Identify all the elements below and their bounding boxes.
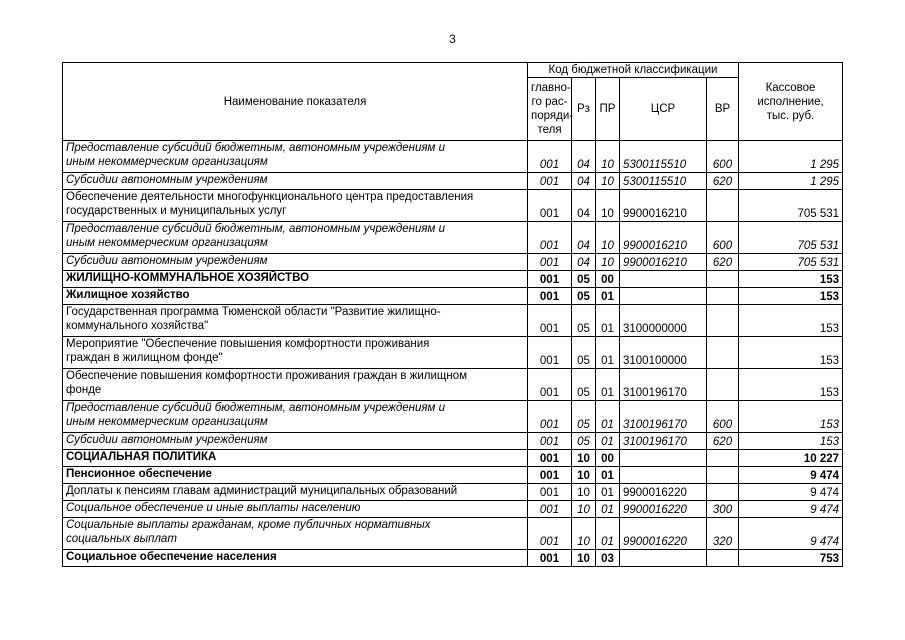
row-pr-code: 10 [596, 190, 620, 222]
table-row [63, 288, 843, 305]
table-row [63, 337, 843, 369]
row-amount: 705 531 [739, 254, 843, 271]
row-pr-code: 01 [596, 305, 620, 337]
row-rz-code: 10 [572, 501, 596, 518]
row-vr-code: 600 [707, 222, 739, 254]
header-amount-line: тыс. руб. [766, 109, 815, 122]
row-rz-code: 04 [572, 173, 596, 190]
table-row [63, 401, 843, 433]
row-vr-code [707, 337, 739, 369]
row-pr-code: 01 [596, 337, 620, 369]
header-name: Наименование показателя [63, 63, 528, 141]
row-csr-code: 5300115510 [620, 173, 707, 190]
table-row [63, 222, 843, 254]
row-csr-code: 9900016210 [620, 222, 707, 254]
row-gl-code: 001 [528, 305, 572, 337]
row-name [63, 288, 528, 305]
row-vr-code: 320 [707, 518, 739, 550]
table-body [63, 141, 843, 567]
header-amount-line: исполнение, [757, 95, 824, 108]
row-rz-code: 05 [572, 337, 596, 369]
row-csr-code: 3100196170 [620, 369, 707, 401]
row-amount: 753 [739, 550, 843, 567]
row-name [63, 337, 528, 369]
row-csr-code: 9900016210 [620, 190, 707, 222]
row-name [63, 518, 528, 550]
row-amount: 9 474 [739, 484, 843, 501]
row-name-line: Предоставление субсидий бюджетным, автономным учреждениям и [66, 402, 446, 414]
table-row [63, 190, 843, 222]
row-vr-code [707, 369, 739, 401]
row-csr-code: 3100196170 [620, 401, 707, 433]
row-name-line: Субсидии автономным учреждениям [66, 255, 268, 267]
row-gl-code: 001 [528, 222, 572, 254]
row-rz-code: 04 [572, 141, 596, 173]
row-rz-code: 10 [572, 467, 596, 484]
row-name [63, 450, 528, 467]
row-amount: 153 [739, 337, 843, 369]
row-name-line: ЖИЛИЩНО-КОММУНАЛЬНОЕ ХОЗЯЙСТВО [66, 272, 310, 284]
header-amount-line: Кассовое [765, 81, 816, 94]
header-gl-line: го рас- [531, 96, 568, 108]
row-csr-code: 9900016220 [620, 518, 707, 550]
row-name-line: Социальное обеспечение и иные выплаты населению [66, 502, 361, 514]
row-csr-code [620, 550, 707, 567]
table-row [63, 518, 843, 550]
table-row [63, 450, 843, 467]
row-csr-code: 3100196170 [620, 433, 707, 450]
row-name-line: иным некоммерческим организациям [66, 416, 268, 428]
header-amount [739, 63, 843, 141]
row-name [63, 484, 528, 501]
row-gl-code: 001 [528, 518, 572, 550]
row-name-line: коммунального хозяйства" [66, 320, 209, 332]
row-pr-code: 01 [596, 433, 620, 450]
table-row [63, 173, 843, 190]
table-row [63, 433, 843, 450]
row-rz-code: 05 [572, 433, 596, 450]
row-amount: 153 [739, 433, 843, 450]
row-gl-code: 001 [528, 337, 572, 369]
row-csr-code: 5300115510 [620, 141, 707, 173]
row-amount: 153 [739, 271, 843, 288]
row-pr-code: 01 [596, 467, 620, 484]
table-row [63, 254, 843, 271]
header-gl-line: теля [537, 124, 562, 136]
row-rz-code: 05 [572, 271, 596, 288]
row-name-line: иным некоммерческим организациям [66, 237, 268, 249]
row-rz-code: 04 [572, 222, 596, 254]
row-gl-code: 001 [528, 484, 572, 501]
row-name-line: Социальные выплаты гражданам, кроме публичных нормативных [66, 519, 431, 531]
row-rz-code: 10 [572, 550, 596, 567]
row-vr-code: 620 [707, 173, 739, 190]
row-gl-code: 001 [528, 450, 572, 467]
row-rz-code: 04 [572, 190, 596, 222]
row-pr-code: 00 [596, 271, 620, 288]
row-name [63, 433, 528, 450]
row-name-line: иным некоммерческим организациям [66, 156, 268, 168]
header-gl [528, 78, 572, 141]
row-pr-code: 00 [596, 450, 620, 467]
row-vr-code [707, 288, 739, 305]
page-number: 3 [449, 32, 456, 46]
row-name [63, 369, 528, 401]
row-name-line: Доплаты к пенсиям главам администраций муниципальных образований [66, 485, 458, 497]
row-name [63, 222, 528, 254]
row-csr-code [620, 467, 707, 484]
row-gl-code: 001 [528, 288, 572, 305]
row-amount: 705 531 [739, 222, 843, 254]
row-name-line: Субсидии автономным учреждениям [66, 174, 268, 186]
row-name-line: граждан в жилищном фонде" [66, 352, 223, 364]
row-pr-code: 10 [596, 254, 620, 271]
row-pr-code: 01 [596, 518, 620, 550]
row-csr-code: 3100100000 [620, 337, 707, 369]
row-name-line: Предоставление субсидий бюджетным, автономным учреждениям и [66, 223, 446, 235]
row-rz-code: 05 [572, 288, 596, 305]
row-gl-code: 001 [528, 190, 572, 222]
row-pr-code: 01 [596, 369, 620, 401]
header-pr: ПР [596, 78, 620, 141]
row-vr-code: 300 [707, 501, 739, 518]
table-row [63, 484, 843, 501]
row-rz-code: 10 [572, 484, 596, 501]
row-gl-code: 001 [528, 369, 572, 401]
row-gl-code: 001 [528, 254, 572, 271]
budget-table [62, 62, 843, 567]
row-gl-code: 001 [528, 401, 572, 433]
row-name-line: Предоставление субсидий бюджетным, автономным учреждениям и [66, 142, 446, 154]
row-gl-code: 001 [528, 467, 572, 484]
row-pr-code: 01 [596, 501, 620, 518]
row-csr-code [620, 288, 707, 305]
row-csr-code [620, 450, 707, 467]
row-amount: 1 295 [739, 173, 843, 190]
row-rz-code: 04 [572, 254, 596, 271]
row-name-line: Субсидии автономным учреждениям [66, 434, 268, 446]
row-pr-code: 01 [596, 401, 620, 433]
row-vr-code [707, 271, 739, 288]
table-row [63, 501, 843, 518]
row-amount: 9 474 [739, 518, 843, 550]
row-gl-code: 001 [528, 501, 572, 518]
row-name-line: СОЦИАЛЬНАЯ ПОЛИТИКА [66, 451, 217, 463]
table-row [63, 369, 843, 401]
row-pr-code: 03 [596, 550, 620, 567]
row-amount: 153 [739, 288, 843, 305]
row-amount: 9 474 [739, 467, 843, 484]
row-gl-code: 001 [528, 173, 572, 190]
header-gl-line: поряди- [531, 110, 574, 122]
row-name-line: Обеспечение деятельности многофункционального центра предоставления [66, 191, 474, 203]
row-name-line: государственных и муниципальных услуг [66, 205, 287, 217]
row-rz-code: 10 [572, 518, 596, 550]
row-name-line: Обеспечение повышения комфортности проживания граждан в жилищном [66, 370, 468, 382]
row-name [63, 190, 528, 222]
row-amount: 1 295 [739, 141, 843, 173]
row-amount: 705 531 [739, 190, 843, 222]
row-name [63, 467, 528, 484]
row-rz-code: 10 [572, 450, 596, 467]
row-pr-code: 01 [596, 288, 620, 305]
row-csr-code: 9900016210 [620, 254, 707, 271]
row-name [63, 254, 528, 271]
row-rz-code: 05 [572, 401, 596, 433]
row-csr-code: 9900016220 [620, 484, 707, 501]
row-name [63, 141, 528, 173]
header-code-group: Код бюджетной классификации [528, 63, 739, 78]
row-gl-code: 001 [528, 433, 572, 450]
row-vr-code [707, 484, 739, 501]
row-vr-code: 620 [707, 254, 739, 271]
row-pr-code: 10 [596, 222, 620, 254]
row-csr-code [620, 271, 707, 288]
row-gl-code: 001 [528, 141, 572, 173]
row-name-line: Жилищное хозяйство [66, 289, 190, 301]
row-gl-code: 001 [528, 550, 572, 567]
row-vr-code: 600 [707, 401, 739, 433]
row-name [63, 173, 528, 190]
header-rz: Рз [572, 78, 596, 141]
header-csr: ЦСР [620, 78, 707, 141]
header-vr: ВР [707, 78, 739, 141]
table-row [63, 141, 843, 173]
row-pr-code: 01 [596, 484, 620, 501]
row-vr-code [707, 450, 739, 467]
row-amount: 9 474 [739, 501, 843, 518]
row-csr-code: 3100000000 [620, 305, 707, 337]
header-gl-line: главно- [531, 82, 571, 94]
row-amount: 10 227 [739, 450, 843, 467]
row-name-line: Социальное обеспечение населения [66, 551, 277, 563]
row-name [63, 271, 528, 288]
row-rz-code: 05 [572, 305, 596, 337]
row-pr-code: 10 [596, 141, 620, 173]
row-name-line: Мероприятие "Обеспечение повышения комфортности проживания [66, 338, 430, 350]
table-row [63, 550, 843, 567]
row-amount: 153 [739, 369, 843, 401]
row-name-line: социальных выплат [66, 533, 177, 545]
row-csr-code: 9900016220 [620, 501, 707, 518]
row-amount: 153 [739, 401, 843, 433]
row-name-line: фонде [66, 384, 102, 396]
row-vr-code: 620 [707, 433, 739, 450]
row-vr-code: 600 [707, 141, 739, 173]
row-gl-code: 001 [528, 271, 572, 288]
row-name-line: Государственная программа Тюменской области "Развитие жилищно- [66, 306, 441, 318]
row-vr-code [707, 550, 739, 567]
row-name [63, 501, 528, 518]
table-row [63, 271, 843, 288]
table-row [63, 305, 843, 337]
row-name [63, 550, 528, 567]
row-name [63, 401, 528, 433]
row-rz-code: 05 [572, 369, 596, 401]
row-vr-code [707, 190, 739, 222]
table-row [63, 467, 843, 484]
row-name-line: Пенсионное обеспечение [66, 468, 212, 480]
row-pr-code: 10 [596, 173, 620, 190]
row-amount: 153 [739, 305, 843, 337]
row-vr-code [707, 305, 739, 337]
row-name [63, 305, 528, 337]
table-header [63, 63, 843, 141]
row-vr-code [707, 467, 739, 484]
